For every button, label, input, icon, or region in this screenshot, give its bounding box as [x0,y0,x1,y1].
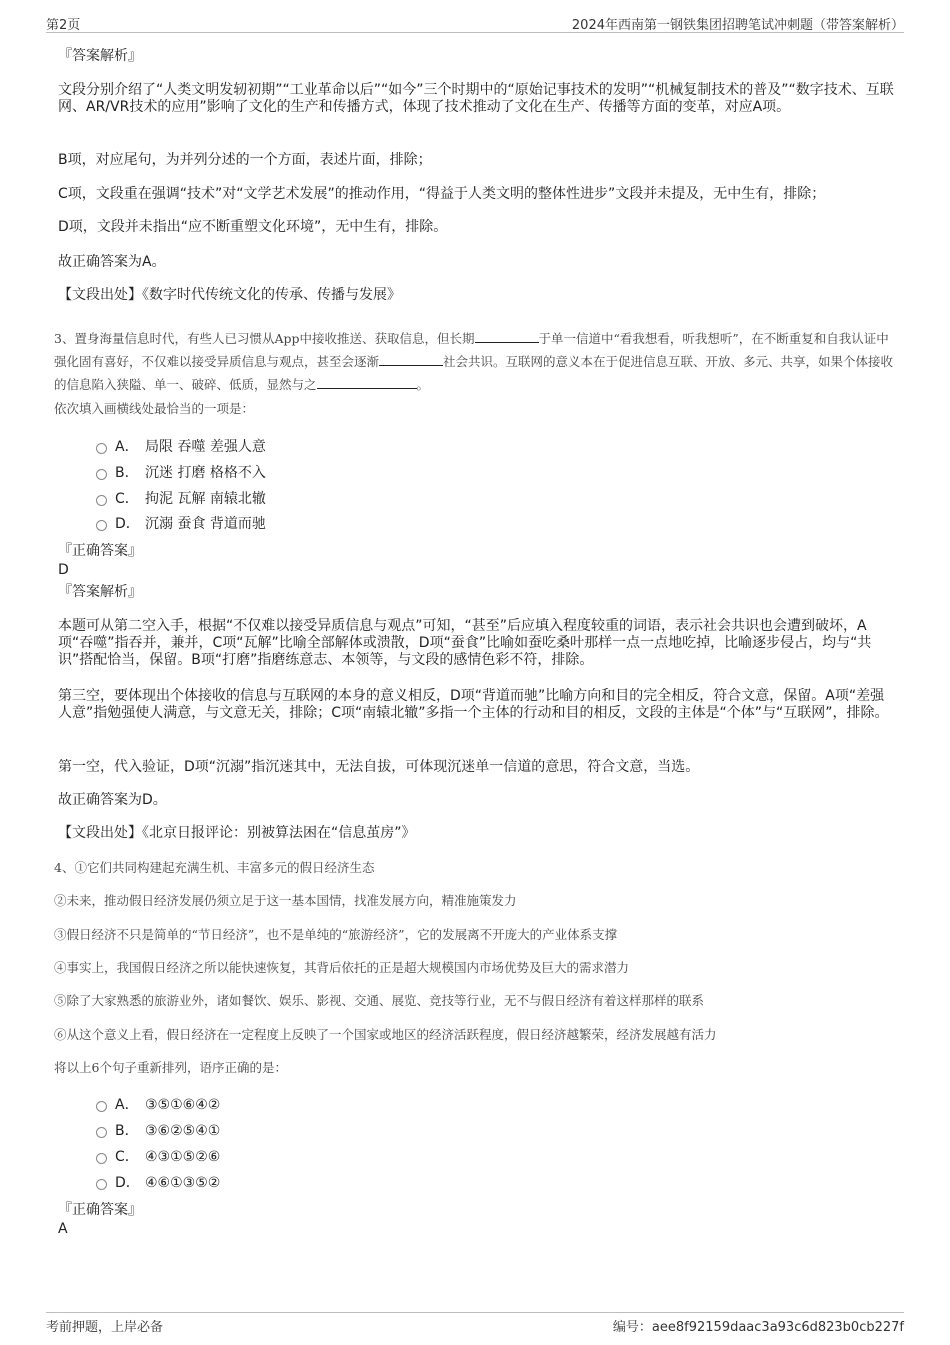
radio-icon[interactable] [96,1153,107,1164]
q4-answer-title: 『正确答案』 [58,1202,142,1218]
q3-blank-1[interactable] [475,329,539,343]
radio-icon[interactable] [96,443,107,454]
q4-sentence-4: ④事实上，我国假日经济之所以能快速恢复，其背后依托的正是超大规模国内市场优势及巨大的需求潜力 [54,960,630,975]
document-code: 编号：aee8f92159daac3a93c6d823b0cb227f [612,1320,904,1335]
q2-analysis-p1: 文段分别介绍了“人类文明发轫初期”“工业革命以后”“如今”三个时期中的“原始记事技术的发明”“机械复制技术的普及”“数字技术、互联网、AR/VR技术的应用”影响了文化的生产和传播方式，体现了技术推动了文化在生产、传播等方面的变革，对应A项。 [58,82,894,115]
q4-answer: A [58,1221,68,1237]
q4-option-b[interactable]: B． ③⑥②⑤④① [96,1121,220,1141]
q2-analysis-p3: C项，文段重在强调“技术”对“文学艺术发展”的推动作用，“得益于人类文明的整体性进步”文段并未提及，无中生有，排除； [58,186,826,202]
q4-sentence-1: 4、①它们共同构建起充满生机、丰富多元的假日经济生态 [54,860,375,875]
radio-icon[interactable] [96,495,107,506]
q2-analysis-p2: B项，对应尾句，为并列分述的一个方面，表述片面，排除； [58,152,432,168]
q3-stem-part-a: 3、置身海量信息时代，有些人已习惯从App中接收推送、获取信息，但长期 [54,331,475,346]
page-footer [46,1312,904,1335]
q2-source: 【文段出处】《数字时代传统文化的传承、传播与发展》 [58,287,401,303]
q4-instruction: 将以上6个句子重新排列，语序正确的是： [54,1060,287,1075]
q3-stem-part-b: 于单一信道中“看我想看，听我想听”，在不断重复和自我认证中强化固有喜好，不仅难以接受异质信息与观点，甚至会逐渐 [54,331,889,369]
q3-stem-part-c: 社会共识。互联网的意义本在于促进信息互联、开放、多元、共享，如果个体接收的信息陷入狭隘、单一、破碎、低质，显然与之 [54,354,894,392]
q3-option-d[interactable]: D． 沉溺 蚕食 背道而驰 [96,514,266,534]
q3-option-b[interactable]: B． 沉迷 打磨 格格不入 [96,463,266,483]
q4-option-d[interactable]: D． ④⑥①③⑤② [96,1173,220,1193]
q3-analysis-p2: 第三空，要体现出个体接收的信息与互联网的本身的意义相反，D项“背道而驰”比喻方向和目的完全相反，符合文意，保留。A项“差强人意”指勉强使人满意，与文意无关，排除；C项“南辕北辙”多指一个主体的行动和目的相反，文段的主体是“个体”与“互联网”，排除。 [58,688,889,721]
q3-instruction: 依次填入画横线处最恰当的一项是： [54,401,255,416]
footer-slogan: 考前押题，上岸必备 [46,1320,164,1335]
q3-conclusion: 故正确答案为D。 [58,792,167,808]
q3-analysis-p3: 第一空，代入验证，D项“沉溺”指沉迷其中，无法自拔，可体现沉迷单一信道的意思，符合文意，当选。 [58,759,700,775]
q4-sentence-2: ②未来，推动假日经济发展仍须立足于这一基本国情，找准发展方向，精准施策发力 [54,893,517,908]
q3-source: 【文段出处】《北京日报评论：别被算法困在“信息茧房”》 [58,825,416,841]
radio-icon[interactable] [96,520,107,531]
q3-blank-2[interactable] [379,352,443,366]
page-number: 第2页 [46,18,81,33]
q2-conclusion: 故正确答案为A。 [58,254,166,270]
q4-sentence-3: ③假日经济不只是简单的“节日经济”，也不是单纯的“旅游经济”，它的发展离不开庞大的产业体系支撑 [54,927,618,942]
q3-answer: D [58,562,69,578]
q3-option-a[interactable]: A． 局限 吞噬 差强人意 [96,437,266,457]
q3-stem [54,327,896,396]
document-title: 2024年西南第一钢铁集团招聘笔试冲刺题（带答案解析） [571,18,904,33]
q3-answer-title: 『正确答案』 [58,543,142,559]
q4-sentence-6: ⑥从这个意义上看，假日经济在一定程度上反映了一个国家或地区的经济活跃程度，假日经济越繁荣，经济发展越有活力 [54,1027,717,1042]
q4-option-c[interactable]: C． ④③①⑤②⑥ [96,1147,220,1167]
radio-icon[interactable] [96,1127,107,1138]
q2-analysis-title: 『答案解析』 [58,48,142,64]
q3-analysis-p1: 本题可从第二空入手，根据“不仅难以接受异质信息与观点”可知，“甚至”后应填入程度较重的词语，表示社会共识也会遭到破坏，A项“吞噬”指吞并，兼并，C项“瓦解”比喻全部解体或溃散，D项“蚕食”比喻如蚕吃桑叶那样一点一点地吃掉，比喻逐步侵占，均与“共识”搭配恰当，保留。B项“打磨”指磨练意志、本领等，与文段的感情色彩不符，排除。 [58,618,872,668]
q4-sentence-5: ⑤除了大家熟悉的旅游业外，诸如餐饮、娱乐、影视、交通、展览、竞技等行业，无不与假日经济有着这样那样的联系 [54,993,705,1008]
q3-analysis-title: 『答案解析』 [58,584,142,600]
radio-icon[interactable] [96,1101,107,1112]
page-header [46,12,904,33]
q4-option-a[interactable]: A． ③⑤①⑥④② [96,1095,220,1115]
q3-option-c[interactable]: C． 拘泥 瓦解 南辕北辙 [96,489,266,509]
radio-icon[interactable] [96,1179,107,1190]
q2-analysis-p4: D项，文段并未指出“应不断重塑文化环境”，无中生有，排除。 [58,219,448,235]
q3-stem-part-d: 。 [416,377,430,392]
q3-blank-3[interactable] [317,375,417,389]
radio-icon[interactable] [96,469,107,480]
